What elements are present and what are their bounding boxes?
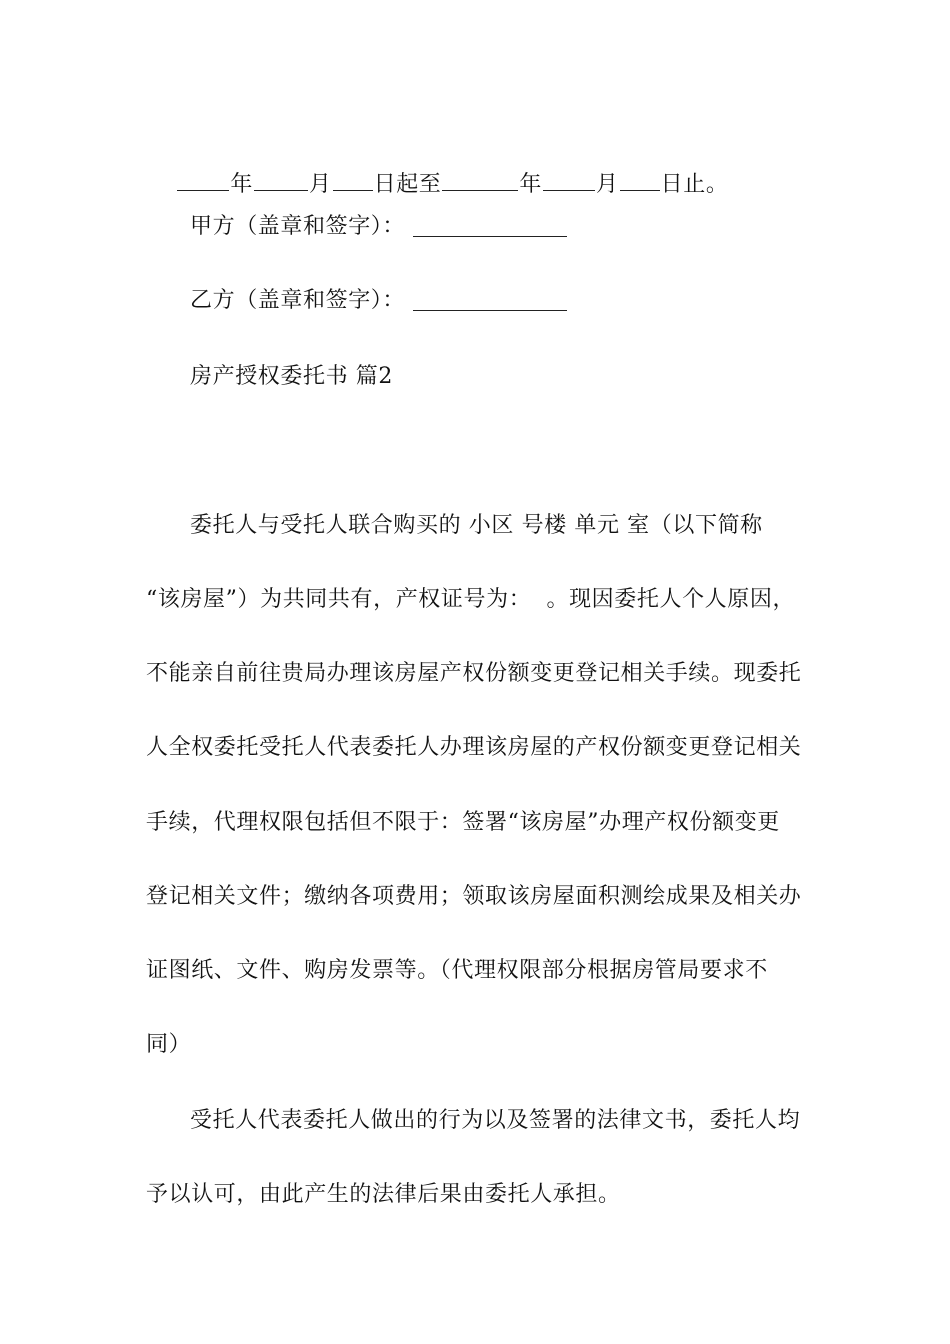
month-label: 月 bbox=[308, 172, 332, 197]
paragraph-line: 同） bbox=[146, 1032, 192, 1057]
year-end-label: 年 bbox=[519, 172, 543, 197]
paragraph-line: 登记相关文件；缴纳各项费用；领取该房屋面积测绘成果及相关办 bbox=[146, 884, 802, 909]
blank-month-start bbox=[254, 168, 308, 191]
paragraph-line: 证图纸、文件、购房发票等。（代理权限部分根据房管局要求不 bbox=[146, 958, 768, 983]
paragraph-line: 委托人与受托人联合购买的 小区 号楼 单元 室（以下简称 bbox=[190, 513, 763, 538]
paragraph-line: 人全权委托受托人代表委托人办理该房屋的产权份额变更登记相关 bbox=[146, 735, 802, 760]
party-a-signature-line bbox=[413, 236, 567, 237]
day-end-label: 日止。 bbox=[660, 172, 729, 197]
paragraph-line: “该房屋”）为共同共有，产权证号为： 。现因委托人个人原因， bbox=[146, 587, 796, 612]
blank-day-start bbox=[333, 168, 373, 191]
party-b-signature-label: 乙方（盖章和签字）： bbox=[190, 288, 406, 313]
section-title: 房产授权委托书 篇2 bbox=[190, 364, 393, 389]
blank-month-end bbox=[543, 168, 595, 191]
party-a-signature-label: 甲方（盖章和签字）： bbox=[190, 214, 406, 239]
paragraph-line: 不能亲自前往贵局办理该房屋产权份额变更登记相关手续。现委托 bbox=[146, 661, 802, 686]
year-label: 年 bbox=[230, 172, 253, 197]
day-from-label: 日起至 bbox=[373, 172, 442, 197]
paragraph-line: 手续，代理权限包括但不限于：签署“该房屋”办理产权份额变更 bbox=[146, 810, 780, 835]
blank-day-end bbox=[620, 168, 660, 191]
party-b-signature-line bbox=[413, 310, 567, 311]
paragraph-line: 予以认可，由此产生的法律后果由委托人承担。 bbox=[146, 1182, 621, 1207]
blank-year-end bbox=[442, 168, 518, 191]
month-end-label: 月 bbox=[596, 172, 619, 197]
blank-year-start bbox=[177, 168, 229, 191]
paragraph-line: 受托人代表委托人做出的行为以及签署的法律文书，委托人均 bbox=[190, 1108, 801, 1133]
